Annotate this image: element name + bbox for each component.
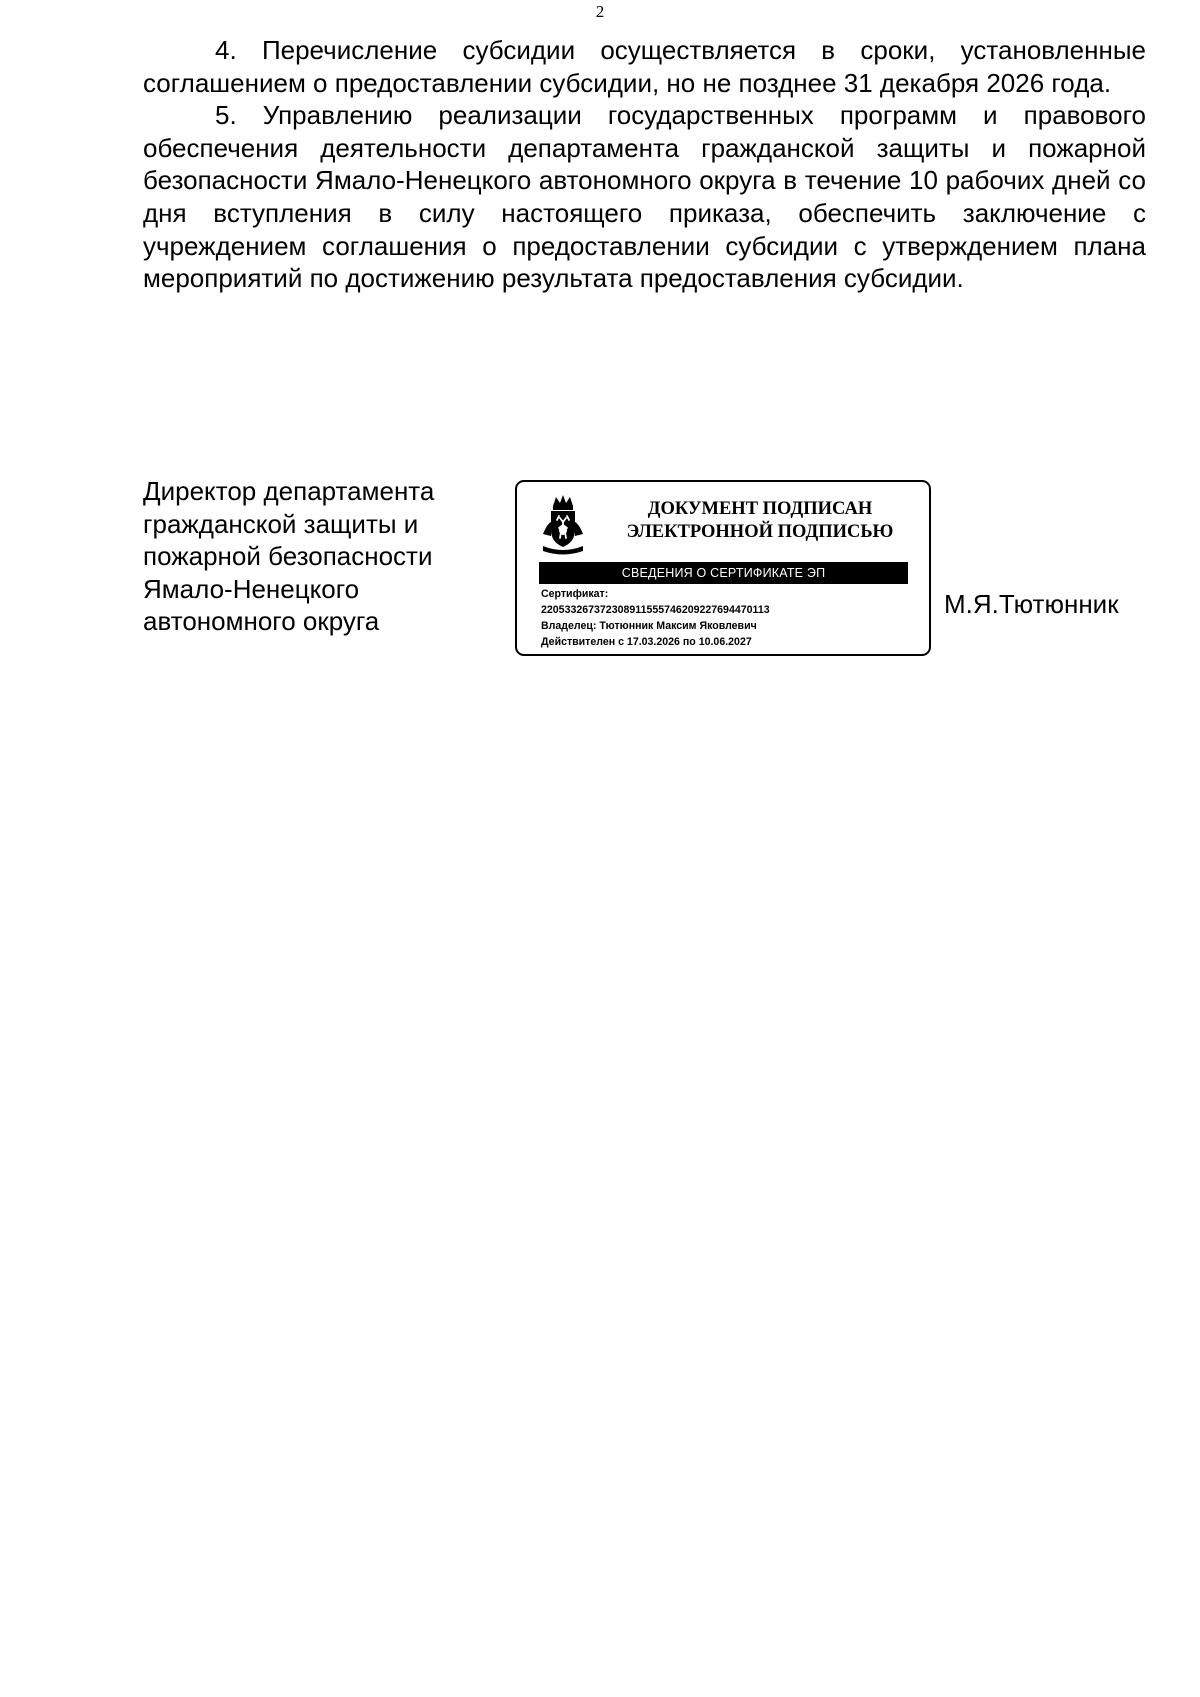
- signatory-position-line: Директор департамента: [143, 476, 435, 506]
- signatory-position-line: Ямало-Ненецкого: [143, 573, 360, 604]
- certificate-number: 220533267372308911555746209227694470113: [541, 604, 770, 616]
- certificate-validity: Действителен с 17.03.2026 по 10.06.2027: [541, 636, 752, 648]
- signatory-position-line: гражданской защиты и: [143, 508, 419, 539]
- stamp-title: [601, 498, 919, 544]
- certificate-details: [541, 586, 921, 650]
- certificate-owner: Владелец: Тютюнник Максим Яковлевич: [541, 620, 757, 632]
- paragraph-4: 4. Перечисление субсидии осуществляется в сроки, установленные соглашением о предоставлении субсидии, но не позднее 31 декабря 2026 года.: [143, 35, 1146, 98]
- coat-of-arms-icon: [539, 494, 587, 556]
- signatory-position: [143, 475, 473, 638]
- certificate-info-band: СВЕДЕНИЯ О СЕРТИФИКАТЕ ЭП: [539, 562, 908, 584]
- stamp-title-line: ДОКУМЕНТ ПОДПИСАН: [647, 499, 873, 519]
- page-number: 2: [595, 2, 605, 21]
- stamp-title-line: ЭЛЕКТРОННОЙ ПОДПИСЬЮ: [626, 522, 894, 542]
- certificate-label: Сертификат:: [541, 588, 609, 600]
- electronic-signature-stamp: [515, 480, 931, 656]
- signatory-position-line: автономного округа: [143, 606, 380, 637]
- signatory-position-line: пожарной безопасности: [143, 541, 433, 572]
- signer-name: М.Я.Тютюнник: [944, 589, 1119, 619]
- document-body: [143, 34, 1146, 295]
- paragraph-5: 5. Управлению реализации государственных программ и правового обеспечения деятельности департамента гражданской защиты и пожарной безопасности Ямало-Ненецкого автономного округа в течение 10 рабочих дней со дня вступления в силу настоящего приказа, обеспечить заключение с учреждением соглашения о предоставлении субсидии с утверждением плана мероприятий по достижению результата предоставления субсидии.: [143, 100, 1146, 294]
